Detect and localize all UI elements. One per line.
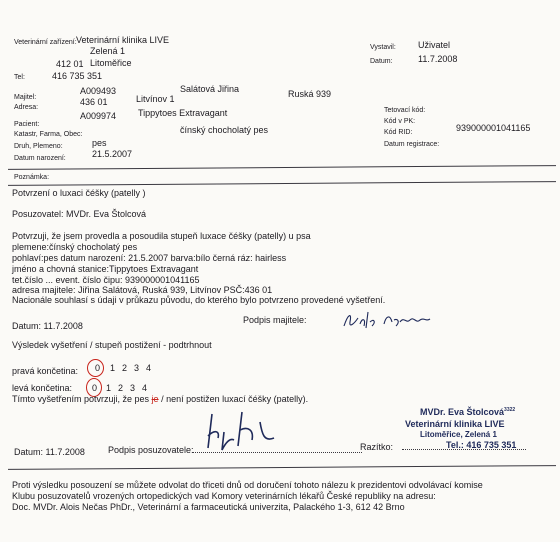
registration-date-label: Datum registrace:	[384, 141, 440, 148]
birth-date-label: Datum narození:	[14, 155, 66, 162]
left-grade-4: 4	[142, 383, 148, 393]
left-grade-2: 2	[118, 383, 124, 393]
note-label: Poznámka:	[14, 174, 50, 181]
body-line-4: jméno a chovná stanice:Tippytoes Extravagant	[12, 264, 199, 274]
body-line-7: Nacionále souhlasí s údaji v průkazu původu, do kterého bylo potvrzeno provedené vyšetření.	[12, 295, 386, 305]
owner-signature	[340, 304, 436, 334]
clinic-street: Zelená 1	[90, 46, 126, 56]
body-line-6: adresa majitele: Jiřina Salátová, Ruská 939, Litvínov PSČ:436 01	[12, 285, 273, 295]
vet-facility-label: Veterinární zařízení:	[14, 39, 77, 46]
rid-code-value: 939000001041165	[456, 123, 531, 133]
right-leg-label: pravá končetina:	[12, 366, 79, 376]
left-grade-0: 0	[92, 383, 98, 393]
assessor-signature	[204, 408, 284, 454]
stamp-line	[402, 449, 526, 450]
owner-name: Salátová Jiřina	[180, 84, 240, 94]
owner-signature-label: Podpis majitele:	[243, 315, 307, 325]
left-grade-1: 1	[106, 383, 112, 393]
confirmation-suffix: / není postižen luxací čéšky (patelly).	[161, 394, 309, 404]
body-line-5: tet.číslo ... event. číslo čipu: 939000001041165	[12, 275, 200, 285]
left-grade-3: 3	[130, 383, 136, 393]
pk-code-label: Kód v PK:	[384, 118, 416, 125]
patient-id: A009974	[80, 111, 117, 121]
stamp-vet-name: MVDr. Eva Štolcová	[420, 407, 505, 417]
divider-footer	[8, 465, 556, 470]
issued-by-value: Uživatel	[418, 40, 451, 50]
body-line-2: plemene:čínský chocholatý pes	[12, 242, 138, 252]
header-date: 11.7.2008	[418, 54, 458, 64]
certificate-title: Potvrzení o luxaci čéšky (patelly )	[12, 188, 146, 198]
right-grade-4: 4	[146, 363, 152, 373]
clinic-name: Veterinární klinika LIVE	[76, 35, 170, 45]
assessor-line: Posuzovatel: MVDr. Eva Štolcová	[12, 209, 147, 219]
phone-label: Tel:	[14, 74, 25, 81]
clinic-phone: 416 735 351	[52, 71, 103, 81]
right-grade-2: 2	[122, 363, 128, 373]
birth-date-value: 21.5.2007	[92, 149, 133, 159]
body-line-3: pohlaví:pes datum narození: 21.5.2007 barva:bílo černá ráz: hairless	[12, 253, 287, 263]
stamp-name	[420, 408, 515, 417]
breed-value: čínský chocholatý pes	[180, 125, 269, 135]
owner-postcode: 436 01	[80, 97, 108, 107]
confirmation-struck: je	[151, 394, 159, 404]
stamp-address: Litoměřice, Zelená 1	[420, 430, 497, 439]
right-grade-3: 3	[134, 363, 140, 373]
footer-line-3: Doc. MVDr. Alois Nečas PhDr., Veterinární a farmaceutická univerzita, Palackého 1-3, 612 42 Brno	[12, 502, 405, 512]
owner-id: A009493	[80, 86, 117, 96]
divider-top	[8, 165, 556, 170]
species-label: Druh, Plemeno:	[14, 143, 63, 150]
stamp-code: 3322	[504, 407, 516, 413]
issued-by-label: Vystavil:	[370, 44, 396, 51]
confirmation-prefix: Tímto vyšetřením potvrzuji, že pes	[12, 394, 150, 404]
right-grade-selected-circle	[87, 359, 104, 377]
left-leg-label: levá končetina:	[12, 383, 73, 393]
owner-label: Majitel:	[14, 94, 37, 101]
confirmation-line	[12, 395, 308, 404]
tattoo-label: Tetovací kód:	[384, 107, 426, 114]
stamp-clinic: Veterinární klinika LIVE	[405, 419, 505, 429]
divider-note	[8, 181, 556, 186]
footer-line-2: Klubu posuzovatelů vrozených ortopedických vad Komory veterinárních lékařů České republiky na adresu:	[12, 491, 436, 501]
stamp-phone: Tel.: 416 735 351	[446, 440, 517, 450]
catastr-label: Katastr, Farma, Obec:	[14, 131, 83, 138]
species-value: pes	[92, 138, 107, 148]
body-line-1: Potvrzuji, že jsem provedla a posoudila stupeň luxace čéšky (patelly) u psa	[12, 231, 311, 241]
assessor-signature-label: Podpis posuzovatele:	[108, 445, 194, 455]
assessor-signature-line	[192, 452, 362, 453]
body-date: Datum: 11.7.2008	[12, 321, 83, 331]
owner-city: Litvínov 1	[136, 94, 175, 104]
right-grade-0: 0	[95, 363, 101, 373]
clinic-postcode: 412 01	[56, 59, 84, 69]
result-line: Výsledek vyšetření / stupeň postižení - podtrhnout	[12, 340, 212, 350]
date-label: Datum:	[370, 58, 393, 65]
owner-street: Ruská 939	[288, 89, 332, 99]
stamp-label: Razítko:	[360, 442, 394, 452]
signoff-date: Datum: 11.7.2008	[14, 447, 85, 457]
rid-code-label: Kód RID:	[384, 129, 413, 136]
footer-line-1: Proti výsledku posouzení se můžete odvolat do třiceti dnů od doručení tohoto nálezu k prezidentovi odvolávací komise	[12, 480, 483, 490]
clinic-city: Litoměřice	[90, 58, 132, 68]
patient-label: Pacient:	[14, 121, 40, 128]
patient-name: Tippytoes Extravagant	[138, 108, 228, 118]
right-grade-1: 1	[110, 363, 116, 373]
address-label: Adresa:	[14, 104, 39, 111]
